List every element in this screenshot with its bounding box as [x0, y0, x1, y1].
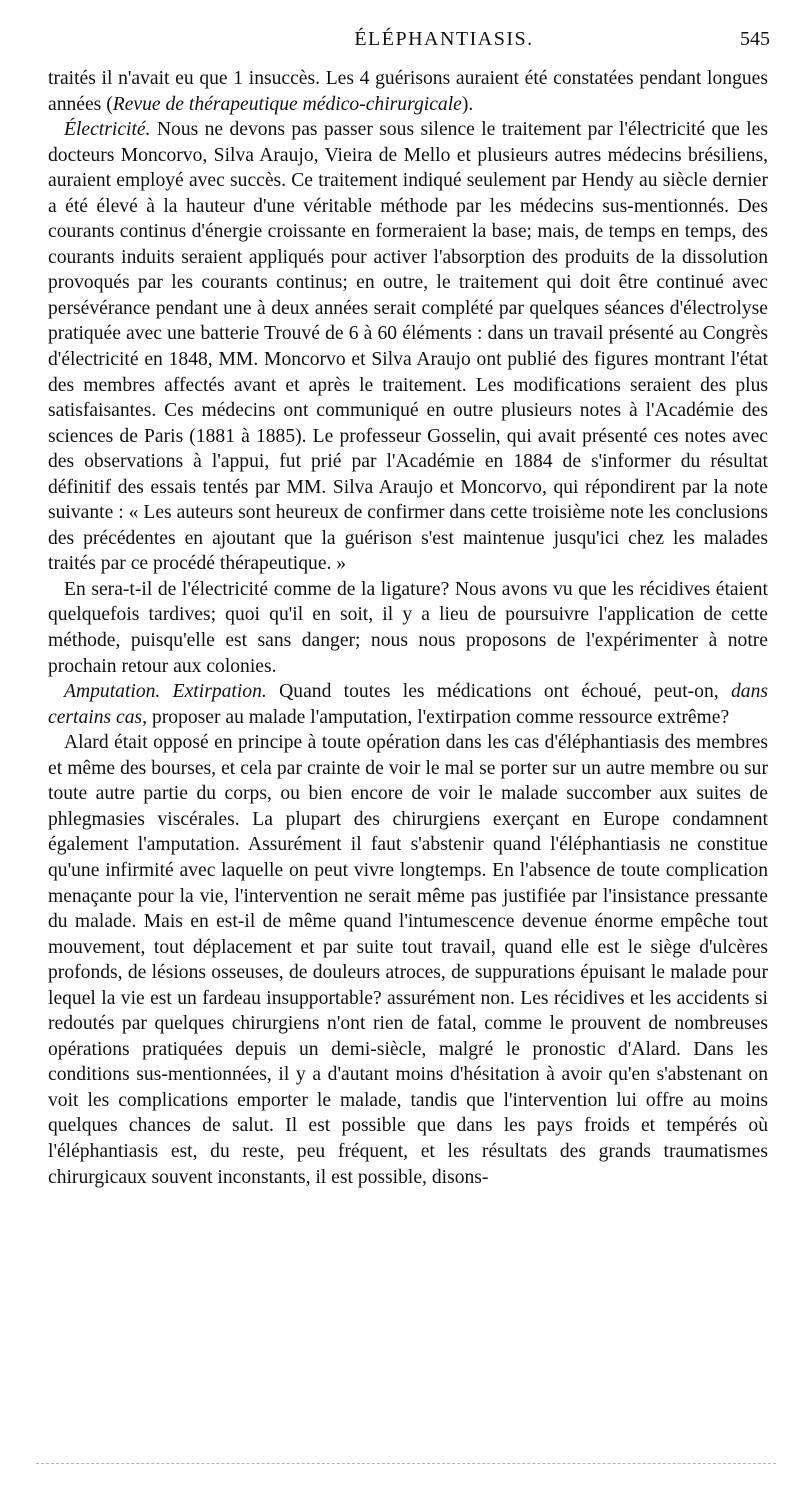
journal-citation: Revue de thérapeutique médico-chirurgicale [112, 93, 462, 115]
paragraph-amputation-italic: dans certains cas, [48, 681, 769, 728]
footer-rule [36, 1463, 776, 1464]
paragraph-1-text: traités il n'avait eu que 1 insuccès. Les 4 guérisons auraient été constatées pendant longues années ( [48, 68, 768, 115]
paragraph-amputation [48, 679, 768, 730]
body-text [48, 66, 768, 1190]
paragraph-amputation-text-1: Quand toutes les médications ont échoué, peut-on, [266, 681, 731, 703]
paragraph-1 [48, 66, 768, 117]
section-label-electricite: Électricité. [64, 119, 151, 141]
paragraph-electricite-text: Nous ne devons pas passer sous silence le traitement par l'électricité que les docteurs Moncorvo, Silva Araujo, Vieira de Mello et plusieurs autres médecins brésiliens, auraient employé avec succès. Ce traitement indiqué seulement par Hendy au siècle dernier a été élevé à la hauteur d'une véritable méthode par les médecins sus-mentionnés. Des courants continus d'énergie croissante en formeraient la base; mais, de temps en temps, des courants induits seraient appliqués pour activer l'absorption des produits de la dissolution provoqués par les courants continus; en outre, le traitement qui doit être continué avec persévérance pendant une à deux années serait complété par quelques séances d'électrolyse pratiquée avec une batterie Trouvé de 6 à 60 éléments : dans un travail présenté au Congrès d'électricité en 1848, MM. Moncorvo et Silva Araujo ont publié des figures montrant l'état des membres affectés avant et après le traitement. Les modifications seraient des plus satisfaisantes. Ces médecins ont communiqué en outre plusieurs notes à l'Académie des sciences de Paris (1881 à 1885). Le professeur Gosselin, qui avait présenté ces notes avec des observations à l'appui, fut prié par l'Académie en 1884 de s'informer du résultat définitif des essais tentés par MM. Silva Araujo et Moncorvo, qui répondirent par la note suivante : « Les auteurs sont heureux de confirmer dans cette troisième note les conclusions des précédentes en ajoutant que la guérison s'est maintenue jusqu'ici chez les malades traités par ce procédé thérapeutique. » [48, 119, 768, 575]
paragraph-ligature-text: En sera-t-il de l'électricité comme de la ligature? Nous avons vu que les récidives étaient quelquefois tardives; quoi qu'il en soit, il y a lieu de poursuivre l'application de cette méthode, puisqu'elle est sans danger; nous nous proposons de l'expérimenter à notre prochain retour aux colonies. [48, 578, 768, 677]
paragraph-electricite [48, 117, 768, 577]
paragraph-amputation-text-2: proposer au malade l'amputation, l'extirpation comme ressource extrême? [147, 706, 730, 728]
paragraph-ligature [48, 577, 768, 679]
section-label-amputation: Amputation. Extirpation. [64, 681, 267, 703]
page-number: 545 [740, 28, 770, 50]
paragraph-alard [48, 730, 768, 1190]
paragraph-1-tail: ). [461, 93, 474, 115]
running-title: ÉLÉPHANTIASIS. [354, 28, 534, 50]
page-header [48, 28, 770, 58]
paragraph-alard-text: Alard était opposé en principe à toute opération dans les cas d'éléphantiasis des membres et même des bourses, et cela par crainte de voir le mal se porter sur un autre membre ou sur toute autre partie du corps, ou bien encore de voir le malade succomber aux suites de phlegmasies viscérales. La plupart des chirurgiens exerçant en Europe condamnent également l'amputation. Assurément il faut s'abstenir quand l'éléphantiasis ne constitue qu'une infirmité avec laquelle on peut vivre longtemps. En l'absence de toute complication menaçante pour la vie, l'intervention ne serait même pas justifiée par l'insistance pressante du malade. Mais en est-il de même quand l'intumescence devenue énorme empêche tout mouvement, tout déplacement et par suite tout travail, quand elle est le siège d'ulcères profonds, de lésions osseuses, de douleurs atroces, de suppurations épuisant le malade pour lequel la vie est un fardeau insupportable? assurément non. Les récidives et les accidents si redoutés par quelques chirurgiens n'ont rien de fatal, comme le prouvent de nombreuses opérations pratiquées depuis un demi-siècle, malgré le pronostic d'Alard. Dans les conditions sus-mentionnées, il y a d'autant moins d'hésitation à avoir qu'en s'abstenant on voit les complications emporter le malade, tandis que l'intervention lui offre au moins quelques chances de salut. Il est possible que dans les pays froids et tempérés où l'éléphantiasis est, du reste, peu fréquent, et les résultats des grands traumatismes chirurgicaux souvent inconstants, il est possible, disons- [48, 732, 768, 1188]
